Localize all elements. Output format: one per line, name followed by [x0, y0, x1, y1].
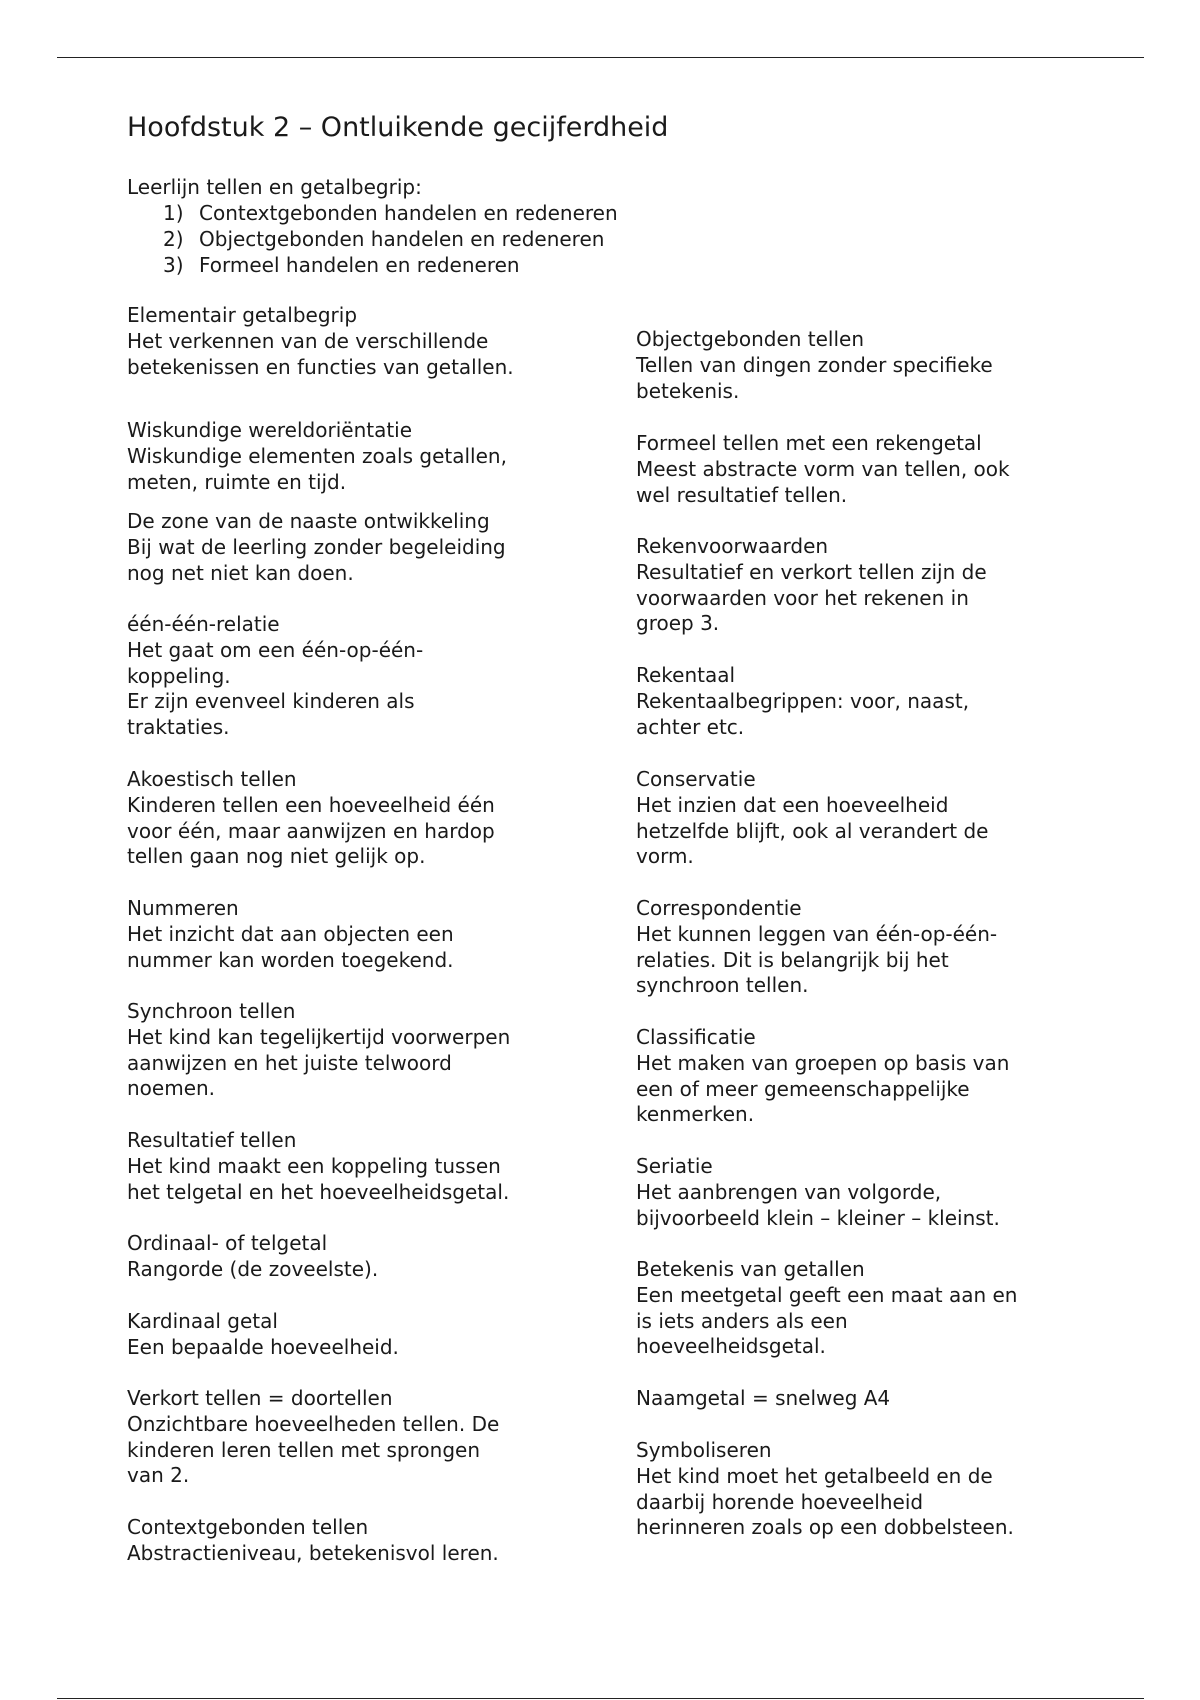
glossary-entry: [636, 1154, 1096, 1231]
glossary-entry: [127, 1231, 597, 1283]
glossary-definition-line: Er zijn evenveel kinderen als: [127, 689, 415, 714]
list-text: Objectgebonden handelen en redeneren: [199, 227, 605, 251]
glossary-definition-line: relaties. Dit is belangrijk bij het: [636, 947, 949, 972]
glossary-definition-line: nummer kan worden toegekend.: [127, 947, 454, 972]
glossary-definition-line: herinneren zoals op een dobbelsteen.: [636, 1515, 1014, 1540]
glossary-term: Elementair getalbegrip: [127, 303, 358, 327]
glossary-definition-line: Het gaat om een één-op-één-: [127, 637, 424, 662]
glossary-definition-line: meten, ruimte en tijd.: [127, 469, 347, 494]
glossary-term: Rekenvoorwaarden: [636, 534, 829, 558]
glossary-term: Betekenis van getallen: [636, 1257, 865, 1281]
glossary-entry: [636, 327, 1096, 404]
glossary-definition-line: hoeveelheidsgetal.: [636, 1334, 826, 1359]
glossary-definition-line: voor één, maar aanwijzen en hardop: [127, 818, 495, 843]
glossary-definition-line: Het inzicht dat aan objecten een: [127, 921, 454, 946]
glossary-entry: [127, 1515, 597, 1567]
page-title: Hoofdstuk 2 – Ontluikende gecijferdheid: [127, 112, 669, 143]
glossary-definition-line: betekenis.: [636, 378, 740, 403]
glossary-definition-line: van 2.: [127, 1463, 190, 1488]
glossary-definition-line: vorm.: [636, 844, 694, 869]
glossary-entry: [127, 612, 597, 741]
glossary-definition-line: Het kind maakt een koppeling tussen: [127, 1153, 501, 1178]
glossary-term: Nummeren: [127, 896, 239, 920]
glossary-term: Contextgebonden tellen: [127, 1515, 369, 1539]
glossary-term: Kardinaal getal: [127, 1309, 278, 1333]
glossary-entry: [636, 431, 1096, 508]
glossary-definition-line: Rangorde (de zoveelste).: [127, 1256, 379, 1281]
glossary-term: Conservatie: [636, 767, 756, 791]
glossary-definition-line: Het verkennen van de verschillende: [127, 328, 489, 353]
glossary-definition-line: voorwaarden voor het rekenen in: [636, 585, 969, 610]
glossary-entry: [127, 303, 597, 380]
glossary-entry: [636, 1438, 1096, 1541]
glossary-term: Rekentaal: [636, 663, 736, 687]
glossary-definition-line: is iets anders als een: [636, 1308, 848, 1333]
glossary-entry: [636, 1025, 1096, 1128]
glossary-definition-line: Onzichtbare hoeveelheden tellen. De: [127, 1411, 500, 1436]
list-number: 1): [163, 201, 184, 225]
glossary-definition-line: Tellen van dingen zonder specifieke: [636, 352, 993, 377]
glossary-definition-line: Het kunnen leggen van één-op-één-: [636, 921, 998, 946]
glossary-definition-line: kenmerken.: [636, 1102, 755, 1127]
glossary-entry: [636, 534, 1096, 637]
glossary-entry: [127, 509, 597, 586]
list-item: [127, 226, 618, 252]
glossary-term: één-één-relatie: [127, 612, 280, 636]
glossary-definition-line: Het maken van groepen op basis van: [636, 1050, 1010, 1075]
glossary-term: Symboliseren: [636, 1438, 772, 1462]
glossary-term: Formeel tellen met een rekengetal: [636, 431, 982, 455]
list-text: Contextgebonden handelen en redeneren: [199, 201, 618, 225]
glossary-definition-line: hetzelfde blijft, ook al verandert de: [636, 818, 989, 843]
list-number: 2): [163, 227, 184, 251]
glossary-term: Akoestisch tellen: [127, 767, 297, 791]
glossary-term: Verkort tellen = doortellen: [127, 1386, 393, 1410]
glossary-term: Naamgetal = snelweg A4: [636, 1386, 891, 1410]
bottom-rule: [57, 1698, 1144, 1699]
glossary-entry: [127, 1309, 597, 1361]
glossary-entry: [127, 1386, 597, 1489]
glossary-definition-line: noemen.: [127, 1076, 216, 1101]
glossary-term: Objectgebonden tellen: [636, 327, 865, 351]
glossary-term: Correspondentie: [636, 896, 802, 920]
glossary-definition-line: Bij wat de leerling zonder begeleiding: [127, 534, 506, 559]
glossary-term: Ordinaal- of telgetal: [127, 1231, 328, 1255]
learning-line-intro: [127, 174, 618, 278]
glossary-term: Resultatief tellen: [127, 1128, 297, 1152]
glossary-definition-line: groep 3.: [636, 611, 720, 636]
glossary-definition-line: tellen gaan nog niet gelijk op.: [127, 844, 426, 869]
glossary-definition-line: Het aanbrengen van volgorde,: [636, 1179, 942, 1204]
glossary-definition-line: Wiskundige elementen zoals getallen,: [127, 443, 507, 468]
learning-line-list: [127, 200, 618, 278]
glossary-entry: [636, 1386, 1096, 1412]
glossary-term: De zone van de naaste ontwikkeling: [127, 509, 490, 533]
glossary-term: Seriatie: [636, 1154, 713, 1178]
glossary-definition-line: bijvoorbeeld klein – kleiner – kleinst.: [636, 1205, 1000, 1230]
glossary-entry: [636, 663, 1096, 740]
glossary-entry: [127, 767, 597, 870]
glossary-definition-line: Het inzien dat een hoeveelheid: [636, 792, 949, 817]
glossary-definition-line: daarbij horende hoeveelheid: [636, 1489, 924, 1514]
glossary-entry: [636, 1257, 1096, 1360]
glossary-definition-line: het telgetal en het hoeveelheidsgetal.: [127, 1179, 510, 1204]
glossary-definition-line: Kinderen tellen een hoeveelheid één: [127, 792, 495, 817]
glossary-definition-line: Een meetgetal geeft een maat aan en: [636, 1282, 1018, 1307]
glossary-definition-line: een of meer gemeenschappelijke: [636, 1076, 970, 1101]
top-rule: [57, 57, 1144, 58]
list-item: [127, 252, 618, 278]
glossary-term: Wiskundige wereldoriëntatie: [127, 418, 413, 442]
glossary-definition-line: Het kind kan tegelijkertijd voorwerpen: [127, 1024, 511, 1049]
glossary-definition-line: achter etc.: [636, 714, 745, 739]
glossary-definition-line: betekenissen en functies van getallen.: [127, 354, 514, 379]
glossary-entry: [636, 896, 1096, 999]
list-number: 3): [163, 253, 184, 277]
glossary-definition-line: nog net niet kan doen.: [127, 560, 354, 585]
glossary-definition-line: kinderen leren tellen met sprongen: [127, 1437, 480, 1462]
list-item: [127, 200, 618, 226]
glossary-definition-line: Een bepaalde hoeveelheid.: [127, 1334, 399, 1359]
glossary-definition-line: Meest abstracte vorm van tellen, ook: [636, 456, 1010, 481]
glossary-definition-line: synchroon tellen.: [636, 973, 809, 998]
glossary-entry: [127, 999, 597, 1102]
glossary-term: Classificatie: [636, 1025, 756, 1049]
glossary-entry: [636, 767, 1096, 870]
glossary-entry: [127, 418, 597, 495]
glossary-definition-line: Rekentaalbegrippen: voor, naast,: [636, 688, 970, 713]
glossary-definition-line: Abstractieniveau, betekenisvol leren.: [127, 1540, 499, 1565]
glossary-definition-line: koppeling.: [127, 663, 231, 688]
glossary-definition-line: aanwijzen en het juiste telwoord: [127, 1050, 452, 1075]
glossary-entry: [127, 1128, 597, 1205]
intro-label: Leerlijn tellen en getalbegrip:: [127, 175, 422, 199]
glossary-definition-line: traktaties.: [127, 715, 230, 740]
glossary-entry: [127, 896, 597, 973]
glossary-definition-line: wel resultatief tellen.: [636, 482, 848, 507]
glossary-definition-line: Het kind moet het getalbeeld en de: [636, 1463, 993, 1488]
list-text: Formeel handelen en redeneren: [199, 253, 520, 277]
glossary-definition-line: Resultatief en verkort tellen zijn de: [636, 559, 987, 584]
glossary-term: Synchroon tellen: [127, 999, 296, 1023]
